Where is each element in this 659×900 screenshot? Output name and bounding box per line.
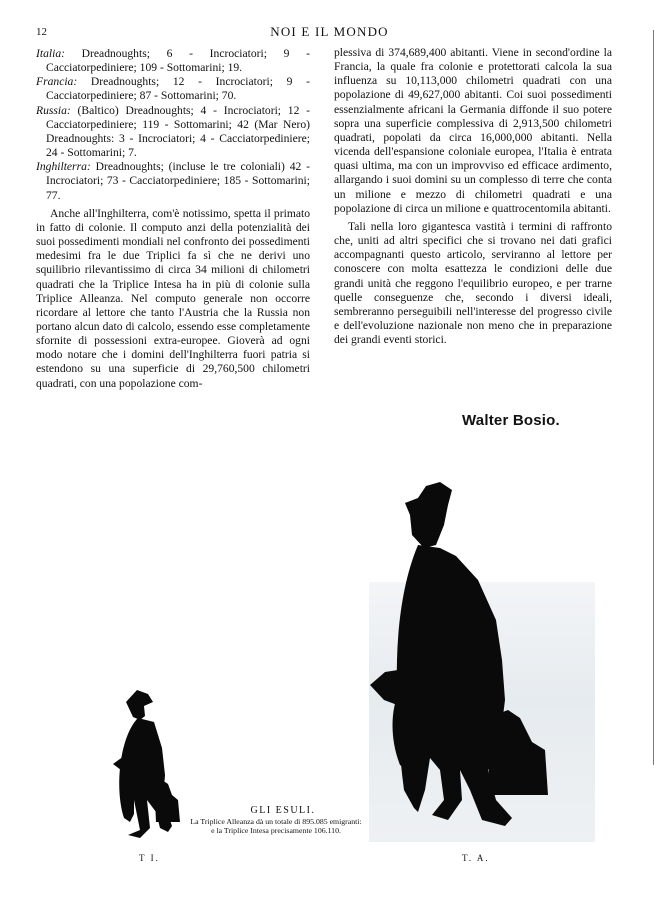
navy-figures: Dreadnoughts; 6 - Incrociatori; 9 - Cacciatorpediniere; 109 - Sottomarini; 19.	[46, 47, 310, 75]
illustration-caption-body: La Triplice Alleanza dà un totale di 895.085 emigranti: e la Triplice Intesa precisamente 106.110.	[190, 817, 362, 836]
paragraph-closing: Tali nella loro gigantesca vastità i termini di raffronto che, uniti ad altri specifici che si trovano nei dati grafici accompagnanti questo articolo, serviranno al lettore per conoscere con molta esattezza le condizioni delle due grandi unità che reggono l'equilibrio europeo, e per trarne quelle conseguenze che, secondo i diversi ideali, sembreranno perseguibili nell'interesse del progresso civile e dell'evoluzione nazionale non meno che in preparazione dei grandi eventi storici.	[334, 219, 612, 347]
paragraph-continued: plessiva di 374,689,400 abitanti. Viene in second'ordine la Francia, la quale fra colonie e protettorati calcola la sua influenza su 10,113,000 chilometri quadrati con una popolazione di 49,627,000 abitanti. Coi suoi possedimenti essenzialmente africani la Germania diffonde il suo potere sopra una superficie complessiva di 2,913,500 chilometri quadrati, popolati da circa 16,000,000 abitanti. Nella vicenda dell'espansione coloniale europea, l'Italia è entrata quasi ultima, ma con un improvviso ed efficace ardimento, allargando i suoi domini su un complesso di terre che conta un milione e mezzo di chilometri quadrati e una popolazione di circa un milione e quattrocentomila abitanti.	[334, 46, 612, 215]
navy-figures: Dreadnoughts; (incluse le tre coloniali) 42 - Incrociatori; 73 - Cacciatorpediniere; 185 - Sottomarini; 77.	[46, 160, 310, 202]
large-figure-label: T. A.	[462, 853, 490, 863]
navy-figures: (Baltico) Dreadnoughts; 4 - Incrociatori; 12 - Cacciatorpediniere; 119 - Sottomarini; 42 (Mar Nero) Dreadnoughts: 3 - Incrociatori; 4 - Cacciatorpediniere; 24 - Sottomarini; 7.	[46, 103, 310, 160]
author-signature: Walter Bosio.	[462, 412, 560, 429]
navy-country: Russia:	[36, 103, 71, 117]
large-emigrant-silhouette	[370, 482, 548, 826]
illustration-caption-title: GLI ESULI.	[250, 805, 316, 816]
small-figure-label: T I.	[139, 853, 160, 863]
page-number: 12	[36, 26, 47, 38]
navy-country: Italia:	[36, 47, 65, 60]
navy-figures: Dreadnoughts; 12 - Incrociatori; 9 - Cacciatorpediniere; 87 - Sottomarini; 70.	[46, 75, 310, 103]
running-title: NOI E IL MONDO	[270, 24, 389, 39]
paragraph-colonies: Anche all'Inghilterra, com'è notissimo, spetta il primato in fatto di colonie. Il computo anzi della potenzialità dei suoi possedimenti mondiali nel confronto dei possedimenti medesimi fra le due Triplici fa sì che ne derivi uno squilibrio rilevantissimo di circa 34 milioni di chilometri quadrati che la Triplice Intesa ha in più di colonie sulla Triplice Alleanza. Nel computo generale non occorre ricordare al lettore che tanto l'Austria che la Russia non portano alcun dato di calcolo, essendo esse completamente sfornite di possessioni extra-europee. Gioverà ad ogni modo notare che i domini dell'Inghilterra fuori patria si estendono su una superficie di 29,760,500 chilometri quadrati, con una popolazione com-	[36, 206, 310, 390]
navy-country: Inghilterra:	[36, 160, 91, 174]
small-emigrant-silhouette	[113, 690, 180, 838]
navy-country: Francia:	[36, 75, 78, 89]
